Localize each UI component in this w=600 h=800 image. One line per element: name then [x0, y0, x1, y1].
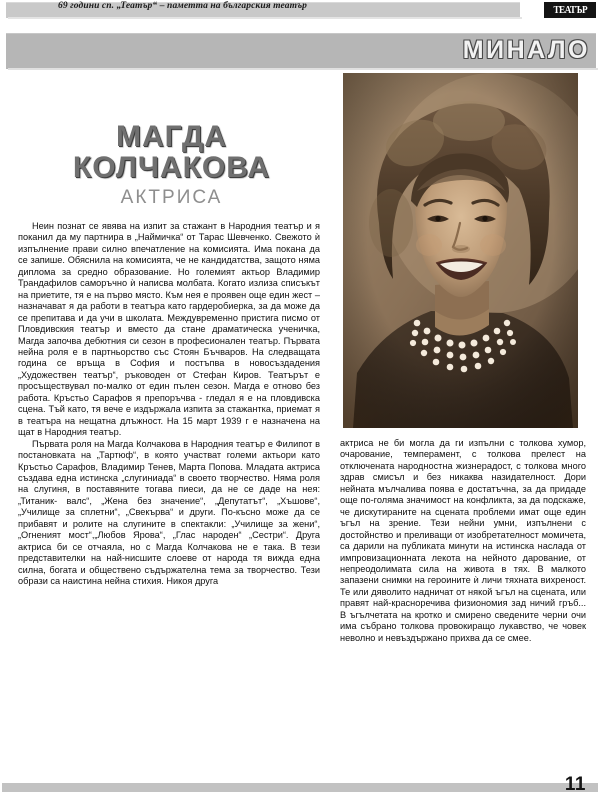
portrait-photo	[343, 73, 578, 428]
magazine-logo-text: ТЕАТЪР	[553, 4, 587, 16]
paragraph: Първата роля на Магда Колчакова в Народния театър е Филипот в постановката на „Тартюф“, в която участват големи актьори като Кръстьо Сарафов, Владимир Тенев, Марта Попова. Младата актриса създава една истинска „слугиниада“ в своето творчество. Няма роля на слугиня, в поставяните тогава пиеси, да не се даде на нея: „Титаник- валс“, „Жена без значение“, „Депутатът“, „Хъшове“, „Училище за сплетни“, „Свекърва“ и други. По-късно може да се прибавят и ролите на слугините в спектакли: „Училище за жени“,„Огненият мост“,„Любов Ярова“, „Глас народен“ „Сестри“. Друга актриса би се отчаяла, но с Магда Колчакова не е така. В тези представителки на най-нисшите слоеве от народа тя вижда една силна, богата и обществено съдържателна тема за творчество. Тези образи са наистина нейна стихия. Никоя друга	[18, 438, 320, 587]
section-band-shadow	[8, 68, 598, 70]
running-head-shadow	[8, 17, 522, 19]
headline-subtitle: АКТРИСА	[120, 186, 223, 208]
magazine-logo	[544, 2, 596, 18]
paragraph: актриса не би могла да ги изпълни с толкова хумор, очарование, темперамент, с толкова прелест на отключената народностна жизнерадост, с толкова много здрав смисъл и без никаква назидателност. Дори нейната мълчалива поява е достатъчна, за да придаде още по-голяма значимост на конфликта, за да подскаже, че дискутираните на сцената проблеми имат още един ъгъл на зрение. Тези нейни умни, изпълнени с достойнство и преливащи от изобретателност момичета, са дарили на публиката минути на истинска наслада от импровизационната лекота на нейното дарование, от непреодолимата сила на живота в тях. В малкото запазени снимки на героините ѝ личи тяхната вихреност. Те или дяволито надничат от някой ъгъл на сцената, или правят най-красноречива физиономия зад ничий гръб... В ъгълчетата на кротко и смирено сведените черни очи има събрано толкова провокиращо лукавство, че човек неволно и невъздържано прихва да се смее.	[340, 438, 586, 643]
section-title: МИНАЛО	[462, 36, 590, 64]
headline-first-name: МАГДА	[116, 120, 227, 153]
page-number: 11	[564, 774, 586, 795]
running-head-text: 69 години сп. „Театър“ – паметта на българския театър	[58, 1, 308, 11]
headline-last-name: КОЛЧАКОВА	[72, 151, 271, 185]
article-right-column	[340, 438, 586, 644]
portrait-illustration	[343, 73, 578, 428]
article-left-column	[18, 221, 320, 588]
footer-band	[2, 783, 598, 792]
paragraph: Неин познат се явява на изпит за стажант в Народния театър и я поканил да му партнира в „Наймичка“ от Тарас Шевченко. Свежото ѝ изпълнение прави силно впечатление на комисията. Има покана да се запише. Обяснила на комисията, че не кандидатства, защото няма диплома за средно образование. Но големият актьор Владимир Трандафилов саморъчно ѝ написва молбата. Когато излиза списъкът на приетите, тя е на първо място. Към нея е проявен още един жест – назначават я да работи в театъра като гардеробиерка, за да може да се препитава и да учи в школата. Междувременно пристига писмо от Пловдивския театър и вместо да стане драматическа ученичка, Магда започва дебютния си сезон в професионален театър. Първата нейна роля е в партньорство със Стоян Бъчваров. На следващата година се връща в София и постъпва в новосъздадения „Художествен театър“, ръководен от Стефан Киров. Театърът е просъществувал по-малко от един пълен сезон. Магда е отново без работа. Кръстьо Сарафов я препоръчва - гледал я е на пловдивска сцена. Тъй като, тя вече е издържала изпита за стажантка, приемат я в театъра на нещатна длъжност. На 15 март 1939 г е назначена на щат в Народния театър.	[18, 221, 320, 438]
article-headline	[14, 122, 329, 209]
